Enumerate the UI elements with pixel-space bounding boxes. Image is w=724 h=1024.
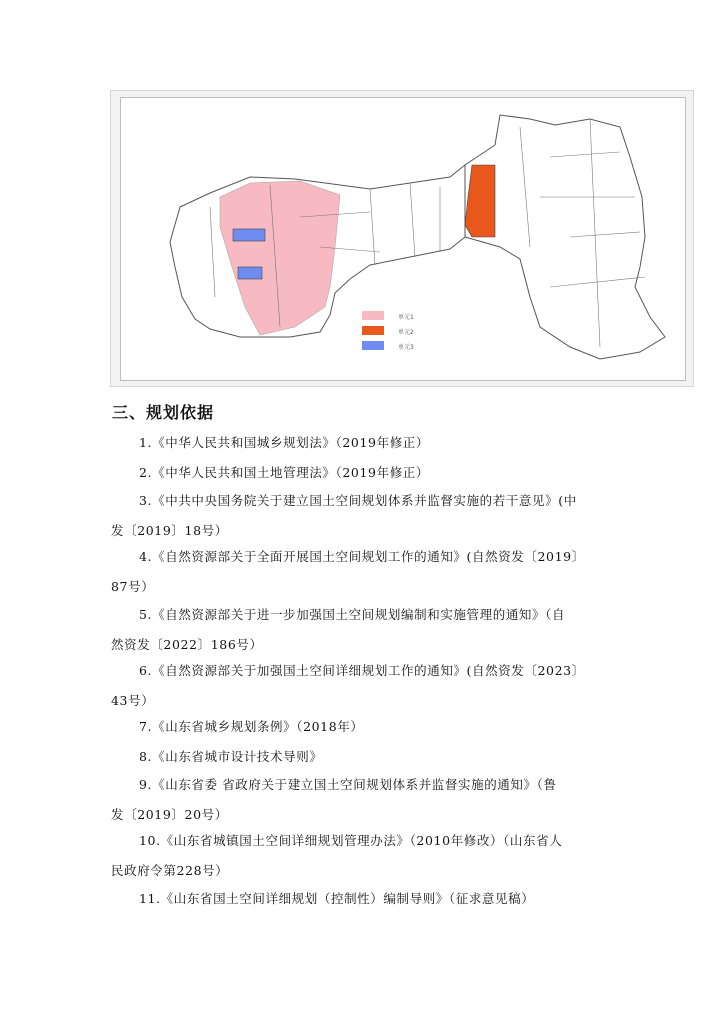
reference-line-cont: 87号）: [111, 579, 155, 594]
reference-item: [111, 742, 611, 772]
legend-label-3: 单元3: [398, 344, 414, 351]
reference-item: [111, 712, 611, 742]
reference-item: [111, 770, 611, 830]
reference-line-cont: 43号）: [111, 693, 155, 708]
reference-item: [111, 428, 611, 458]
reference-line-cont: 然资发〔2022〕186号）: [111, 637, 263, 652]
reference-line: 8.《山东省城市设计技术导则》: [139, 749, 323, 764]
reference-line-cont: 发〔2019〕20号）: [111, 807, 228, 822]
reference-item: [111, 486, 611, 546]
reference-line-cont: 发〔2019〕18号）: [111, 523, 228, 538]
reference-line: 10.《山东省城镇国土空间详细规划管理办法》（2010年修改）（山东省人: [139, 833, 563, 848]
reference-line: 6.《自然资源部关于加强国土空间详细规划工作的通知》(自然资发〔2023〕: [139, 663, 585, 678]
map-zone-blue-1: [233, 229, 265, 241]
reference-item: [111, 542, 611, 602]
reference-line: 9.《山东省委 省政府关于建立国土空间规划体系并监督实施的通知》（鲁: [139, 777, 557, 792]
reference-line: 11.《山东省国土空间详细规划（控制性）编制导则》（征求意见稿）: [139, 891, 535, 906]
reference-line: 4.《自然资源部关于全面开展国土空间规划工作的通知》(自然资发〔2019〕: [139, 549, 585, 564]
planning-map: [120, 97, 686, 381]
reference-line-cont: 民政府令第228号）: [111, 863, 229, 878]
legend-label-2: 单元2: [398, 329, 414, 336]
reference-line: 1.《中华人民共和国城乡规划法》（2019年修正）: [139, 435, 429, 450]
map-zone-blue-2: [238, 267, 262, 279]
reference-item: [111, 884, 611, 914]
reference-item: [111, 600, 611, 660]
legend-swatch-1: [362, 311, 384, 320]
legend-label-1: 单元1: [398, 314, 414, 321]
reference-item: [111, 458, 611, 488]
legend-swatch-3: [362, 341, 384, 350]
section-heading: 三、规划依据: [112, 403, 215, 422]
reference-item: [111, 656, 611, 716]
reference-item: [111, 826, 611, 886]
reference-line: 5.《自然资源部关于进一步加强国土空间规划编制和实施管理的通知》（自: [139, 607, 566, 622]
reference-line: 2.《中华人民共和国土地管理法》（2019年修正）: [139, 465, 429, 480]
reference-line: 3.《中共中央国务院关于建立国土空间规划体系并监督实施的若干意见》(中: [139, 493, 577, 508]
legend-swatch-2: [362, 326, 384, 335]
reference-line: 7.《山东省城乡规划条例》（2018年）: [139, 719, 364, 734]
